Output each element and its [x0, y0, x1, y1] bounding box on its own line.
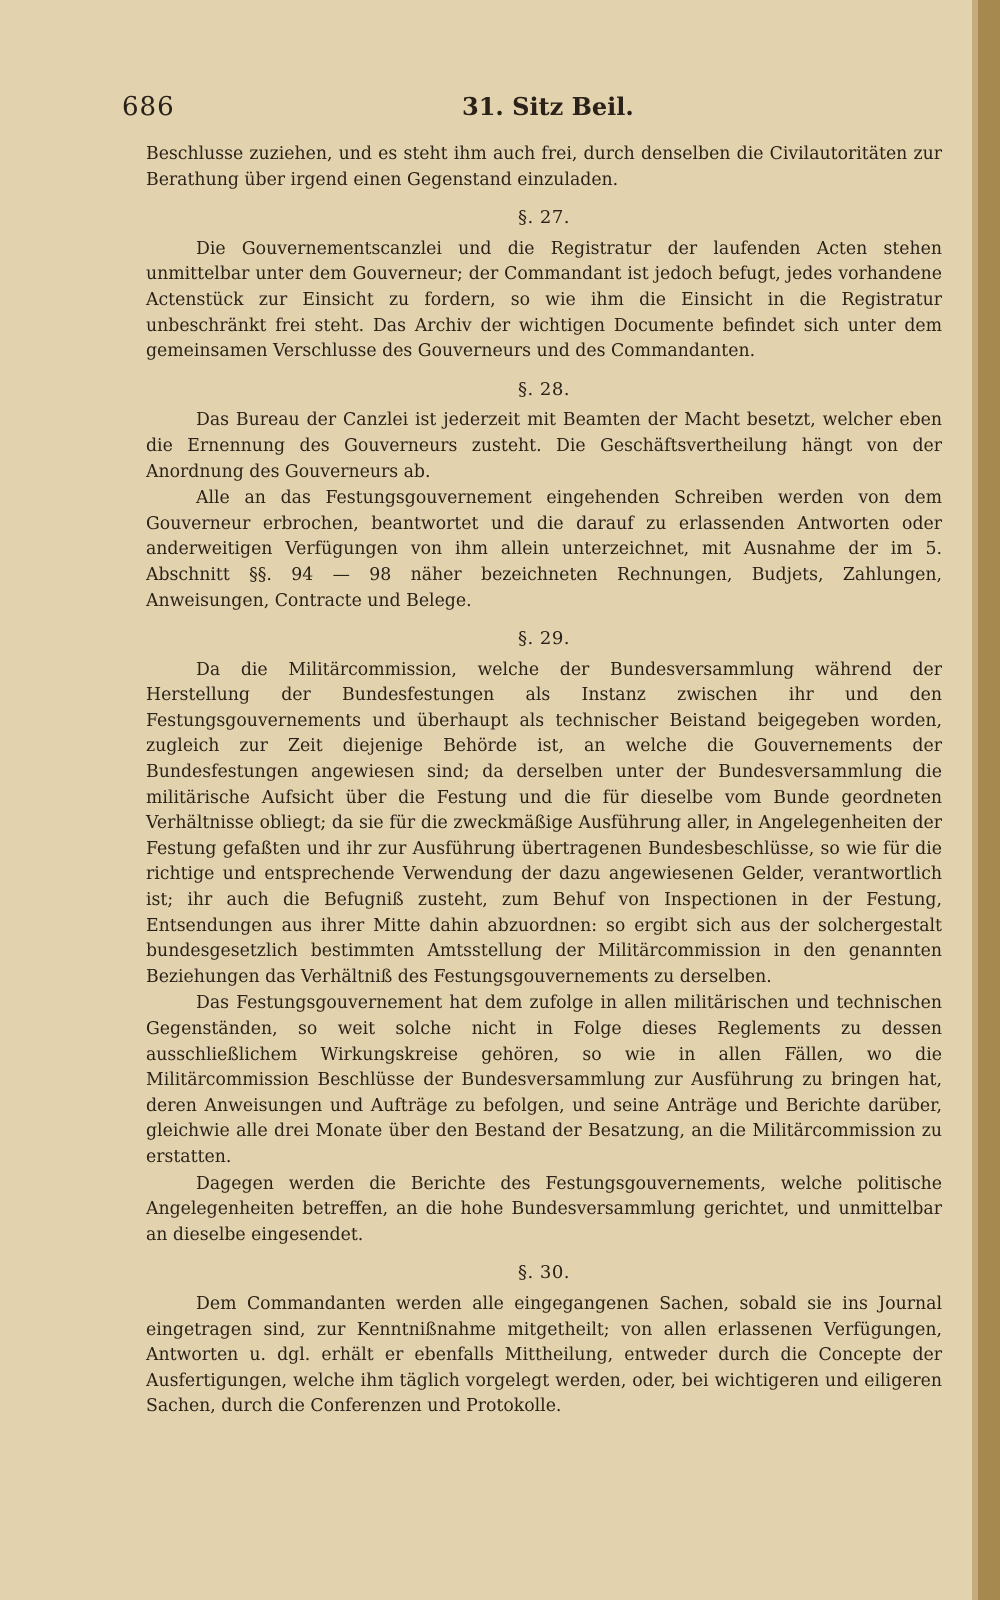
- page-header: [122, 92, 942, 132]
- paragraph: Das Bureau der Canzlei ist jederzeit mit Beamten der Macht besetzt, welcher eben die Ernennung des Gouverneurs zusteht. Die Geschäftsvertheilung hängt von der Anordnung des Gouverneurs ab.: [146, 410, 942, 482]
- paragraph: Alle an das Festungsgouvernement eingehenden Schreiben werden von dem Gouverneur erbrochen, beantwortet und die darauf zu erlassenden Antworten oder anderweitigen Verfügungen von ihm allein unterzeichnet, mit Ausnahme der im 5. Abschnitt §§. 94 — 98 näher bezeichneten Rechnungen, Budjets, Zahlungen, Anweisungen, Contracte und Belege.: [146, 488, 942, 611]
- section-heading-29: §. 29.: [517, 628, 571, 650]
- paragraph: Dem Commandanten werden alle eingegangenen Sachen, sobald sie ins Journal eingetragen sind, zur Kenntnißnahme mitgetheilt; von allen erlassenen Verfügungen, Antworten u. dgl. erhält er ebenfalls Mittheilung, entweder durch die Concepte der Ausfertigungen, welche ihm täglich vorgelegt werden, oder, bei wichtigeren und eiligeren Sachen, durch die Conferenzen und Protokolle.: [146, 1293, 942, 1417]
- paragraph: Dagegen werden die Berichte des Festungsgouvernements, welche politische Angelegenheiten betreffen, an die hohe Bundesversammlung gerichtet, und unmittelbar an dieselbe eingesendet.: [146, 1173, 942, 1245]
- page-edge: [978, 0, 1000, 1600]
- running-head: 31. Sitz Beil.: [462, 92, 634, 121]
- page-body: [146, 142, 942, 1421]
- section-heading-27: §. 27.: [517, 207, 571, 229]
- page-number: 686: [122, 92, 175, 122]
- intro-paragraph: Beschlusse zuziehen, und es steht ihm auch frei, durch denselben die Civilautoritäten zur Berathung über irgend einen Gegenstand einzuladen.: [146, 144, 942, 190]
- section-heading-28: §. 28.: [517, 378, 571, 400]
- paragraph: Die Gouvernementscanzlei und die Registratur der laufenden Acten stehen unmittelbar unter dem Gouverneur; der Commandant ist jedoch befugt, jedes vorhandene Actenstück zur Einsicht zu fordern, so wie ihm die Einsicht in die Registratur unbeschränkt frei steht. Das Archiv der wichtigen Documente befindet sich unter dem gemeinsamen Verschlusse des Gouverneurs und des Commandanten.: [146, 238, 942, 362]
- paragraph: Das Festungsgouvernement hat dem zufolge in allen militärischen und technischen Gegenständen, so weit solche nicht in Folge dieses Reglements zu dessen ausschließlichem Wirkungskreise gehören, so wie in allen Fällen, wo die Militärcommission Beschlüsse der Bundesversammlung zur Ausführung zu bringen hat, deren Anweisungen und Aufträge zu befolgen, und seine Anträge und Berichte darüber, gleichwie alle drei Monate über den Bestand der Besatzung, an die Militärcommission zu erstatten.: [146, 993, 942, 1167]
- paragraph: Da die Militärcommission, welche der Bundesversammlung während der Herstellung der Bundesfestungen als Instanz zwischen ihr und den Festungsgouvernements und überhaupt als technischer Beistand beigegeben worden, zugleich zur Zeit diejenige Behörde ist, an welche die Gouvernements der Bundesfestungen angewiesen sind; da derselben unter der Bundesversammlung die militärische Aufsicht über die Festung und die für dieselbe vom Bunde geordneten Verhältnisse obliegt; da sie für die zweckmäßige Ausführung aller, in Angelegenheiten der Festung gefaßten und ihr zur Ausführung übertragenen Bundesbeschlüsse, so wie für die richtige und entsprechende Verwendung der dazu angewiesenen Gelder, verantwortlich ist; ihr auch die Befugniß zusteht, zum Behuf von Inspectionen in der Festung, Entsendungen aus ihrer Mitte dahin abzuordnen: so ergibt sich aus der solchergestalt bundesgesetzlich bestimmten Amtsstellung der Militärcommission in den genannten Beziehungen das Verhältniß des Festungsgouvernements zu derselben.: [146, 659, 942, 987]
- section-heading-30: §. 30.: [517, 1262, 571, 1284]
